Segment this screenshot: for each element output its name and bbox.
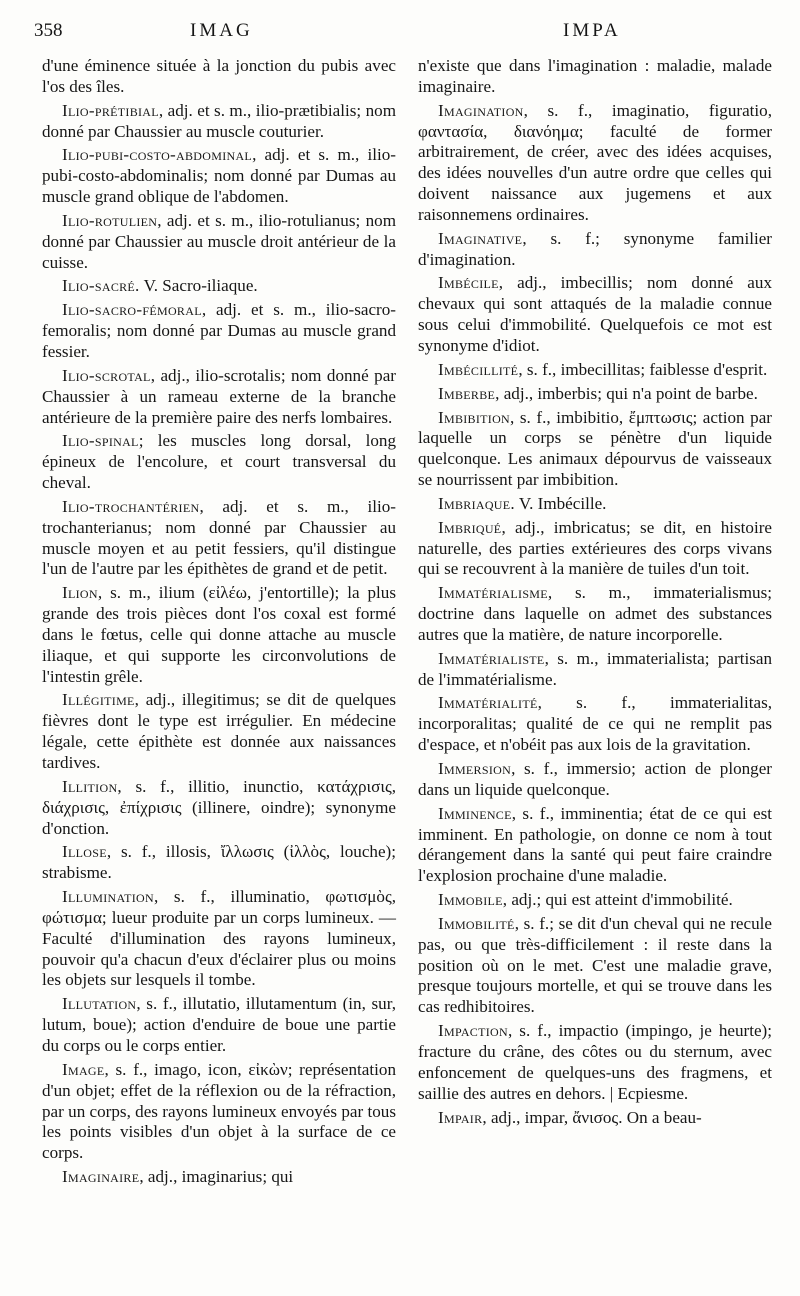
entry-text: , s. f., imminentia; état de ce qui est imminent. En pathologie, on donne ce nom à tout dérangement dans la santé qui peut faire craindre l'explosion prochaine d'une maladie.: [418, 803, 772, 886]
entry-text: , s. m., ilium (εἰλέω, j'entortille); la plus grande des trois pièces dont l'os coxal est formé dans le fœtus, celle qui donne attache au muscle iliaque, et qui supporte les circonvolutions de l'intestin grêle.: [42, 583, 396, 686]
headword: Illutation: [62, 994, 137, 1014]
entry-text: , s. f., illuminatio, φωτισμὸς, φώτισμα; lueur produite par un corps lumineux. — Faculté d'illumination des rayons lumineux, pouvoir qu'a chacun d'eux d'éclairer plus ou moins les objets sur lesquels il tombe.: [42, 887, 396, 990]
entry-text: , adj., imbricatus; se dit, en histoire naturelle, des parties extérieures des corps vivans qui se recouvrent à la manière de tuiles d'un toit.: [418, 517, 772, 579]
headword: Immobilité: [438, 913, 515, 933]
headword: Imbibition: [438, 407, 511, 427]
headword: Ilio-trochantérien: [62, 496, 200, 516]
entry-ilion: [42, 583, 396, 687]
headword: Imagination: [438, 100, 524, 120]
entry-imbriaque: [418, 494, 772, 515]
headword: Ilio-scrotal: [62, 365, 151, 385]
entry-image: [42, 1060, 396, 1164]
entry-ilio-pubi-costo: [42, 145, 396, 208]
entry-immaterialisme: [418, 583, 772, 646]
entry-illumination: [42, 887, 396, 991]
entry-text: , s. f., imbecillitas; faiblesse d'esprit.: [518, 359, 768, 379]
headword: Imbécillité: [438, 359, 519, 379]
entry-imbibition: [418, 408, 772, 491]
entry-imaginaire: [42, 1167, 396, 1188]
entry-illegitime: [42, 690, 396, 773]
entry-impair: [418, 1108, 772, 1129]
entry-imbecile: [418, 273, 772, 356]
entry-cont: [42, 56, 396, 98]
entry-text: , s. f.; se dit d'un cheval qui ne recule pas, ou que très-difficilement : il reste dans la position où on le met. C'est une maladie grave, presque toujours mortelle, et qui se trouve dans les cas redhibitoires.: [418, 913, 772, 1017]
entry-text: , s. f., illutatio, illutamentum (in, sur, lutum, boue); action d'enduire de boue une partie du corps ou le corps entier.: [42, 994, 396, 1055]
headword: Imbécile: [438, 273, 499, 293]
running-head-left: IMAG: [190, 20, 253, 41]
entry-ilio-sacro-femoral: [42, 300, 396, 363]
entry-illutation: [42, 994, 396, 1057]
headword: Immersion: [438, 759, 512, 778]
entry-text: , s. f., illitio, inunctio, κατάχρισις, διάχρισις, ἐπίχρισις (illinere, oindre); synonyme d'onction.: [42, 776, 396, 838]
entry-immaterialite: [418, 693, 772, 756]
entry-text: , s. f.; synonyme familier d'imagination.: [418, 228, 772, 269]
entry-immobile: [418, 890, 772, 911]
headword: Ilio-prétibial: [62, 100, 159, 120]
headword: Ilio-spinal: [62, 431, 139, 451]
headword: Illégitime: [62, 690, 135, 710]
entry-illose: [42, 842, 396, 884]
headword: Ilio-sacro-fémoral: [62, 300, 202, 320]
entry-text: , s. f., imago, icon, εἰκὼν; représentation d'un objet; effet de la réflexion ou de la réfraction, par un corps, des rayons lumineux envoyés par tous les points visibles d'un objet à la surface de ce corps.: [42, 1059, 396, 1163]
entry-imbrique: [418, 518, 772, 581]
entry-text: , adj., illegitimus; se dit de quelques fièvres dont le type est irrégulier. En médecine légale, cette épithète est donnée aux naissances tardives.: [42, 690, 396, 772]
entry-text: , adj. et s. m., ilio-sacro-femoralis; nom donné par Dumas au muscle grand fessier.: [42, 300, 396, 361]
entry-text: , adj., ilio-scrotalis; nom donné par Chaussier à un rameau externe de la branche antérieure de la première paire des nerfs lombaires.: [42, 365, 396, 427]
entry-immersion: [418, 759, 772, 801]
entry-text: d'une éminence située à la jonction du pubis avec l'os des îles.: [42, 56, 396, 96]
entry-imminence: [418, 804, 772, 887]
entry-text: , adj., imberbis; qui n'a point de barbe.: [495, 383, 758, 403]
entry-text: , adj. et s. m., ilio-trochanterianus; nom donné par Chaussier au muscle moyen et au petit fessiers, qu'il distingue l'un de l'autre par les épithètes de grand et de petit.: [42, 496, 396, 579]
headword: Imbriqué: [438, 517, 502, 537]
headword: Ilio-rotulien: [62, 210, 158, 230]
entry-text: , adj. et s. m., ilio-prætibialis; nom donné par Chaussier au muscle couturier.: [42, 100, 396, 141]
headword: Imminence: [438, 803, 512, 823]
entry-imaginative: [418, 229, 772, 271]
headword: Immatérialité: [438, 693, 538, 713]
entry-text: , s. f., imbibitio, ἔμπτωσις; action par laquelle un corps se pénètre d'un liquide quelconque. Les animaux dépourvus de vaisseaux se nourrissent par imbibition.: [418, 407, 772, 490]
entry-ilio-sacre: [42, 276, 396, 297]
headword: Immatérialiste: [438, 648, 545, 668]
headword: Ilio-sacré.: [62, 276, 140, 296]
entry-cont: [418, 56, 772, 98]
headword: Immatérialisme: [438, 583, 548, 603]
headword: Impair: [438, 1107, 483, 1127]
entry-ilio-scrotal: [42, 366, 396, 429]
entry-text: , s. m., immaterialismus; doctrine dans laquelle on admet des substances autres que la matière, de nature incorporelle.: [418, 583, 772, 644]
headword: Impaction: [438, 1021, 508, 1041]
entry-text: V. Sacro-iliaque.: [139, 276, 258, 296]
entry-text: , adj. et s. m., ilio-rotulianus; nom donné par Chaussier au muscle droit antérieur de la cuisse.: [42, 210, 396, 272]
entry-text: , s. f., illosis, ἴλλωσις (ἰλλὸς, louche); strabisme.: [42, 842, 396, 883]
headword: Imbriaque.: [438, 493, 515, 513]
entry-text: , adj., imbecillis; nom donné aux chevaux qui sont attaqués de la maladie connue sous celui d'immobilité. Quelquefois ce mot est synonyme d'idiot.: [418, 273, 772, 355]
entry-text: n'existe que dans l'imagination : maladie, malade imaginaire.: [418, 56, 772, 96]
entry-imagination: [418, 101, 772, 226]
headword: Illumination: [62, 887, 154, 907]
headword: Immobile: [438, 890, 503, 910]
headword: Ilio-pubi-costo-abdominal: [62, 145, 253, 165]
left-column: [42, 56, 396, 1191]
entry-text: , s. f., immaterialitas, incorporalitas; qualité de ce qui ne remplit pas d'espace, et n'obéit pas aux lois de la gravitation.: [418, 693, 772, 755]
headword: Imaginative: [438, 228, 523, 248]
entry-text: , adj., imaginarius; qui: [139, 1167, 294, 1187]
headword: Illose: [62, 842, 107, 862]
entry-ilio-rotulien: [42, 211, 396, 274]
headword: Illition: [62, 776, 118, 796]
entry-ilio-pretibial: [42, 101, 396, 143]
headword: Imaginaire: [62, 1167, 140, 1187]
running-head-right: IMPA: [563, 20, 621, 41]
entry-text: , s. f., immersio; action de plonger dans un liquide quelconque.: [418, 759, 772, 799]
page-header: [0, 14, 800, 48]
entry-text: , adj.; qui est atteint d'immobilité.: [502, 890, 733, 910]
entry-imberbe: [418, 384, 772, 405]
entry-text: V. Imbécille.: [514, 493, 607, 513]
entry-imbecillite: [418, 360, 772, 381]
entry-text: , adj. et s. m., ilio-pubi-costo-abdominalis; nom donné par Dumas au muscle grand oblique de l'abdomen.: [42, 145, 396, 207]
entry-immobilite: [418, 914, 772, 1018]
entry-text: , s. f., impactio (impingo, je heurte); fracture du crâne, des côtes ou du sternum, avec enfoncement de quelques-uns des fragmens, et saillie des autres en dehors. | Ecpiesme.: [418, 1021, 772, 1103]
entry-illition: [42, 777, 396, 840]
entry-ilio-spinal: [42, 431, 396, 494]
headword: Ilion: [62, 583, 98, 603]
right-column: [418, 56, 772, 1131]
entry-text: ; les muscles long dorsal, long épineux de l'encolure, et court transversal du cheval.: [42, 431, 396, 493]
headword: Imberbe: [438, 383, 496, 403]
page-number: 358: [34, 20, 63, 41]
entry-impaction: [418, 1021, 772, 1104]
headword: Image: [62, 1059, 105, 1079]
entry-immaterialiste: [418, 649, 772, 691]
entry-text: , s. f., imaginatio, figuratio, φαντασία, διανόημα; faculté de former arbitrairement, de créer, avec des idées acquises, des idées nouvelles d'un autre ordre que celles qui doivent naissance aux jugemens et aux raisonnemens ordinaires.: [418, 100, 772, 224]
entry-text: , adj., impar, ἄνισος. On a beau-: [482, 1107, 702, 1127]
entry-text: , s. m., immaterialista; partisan de l'immatérialisme.: [418, 648, 772, 689]
entry-ilio-trochanterien: [42, 497, 396, 580]
